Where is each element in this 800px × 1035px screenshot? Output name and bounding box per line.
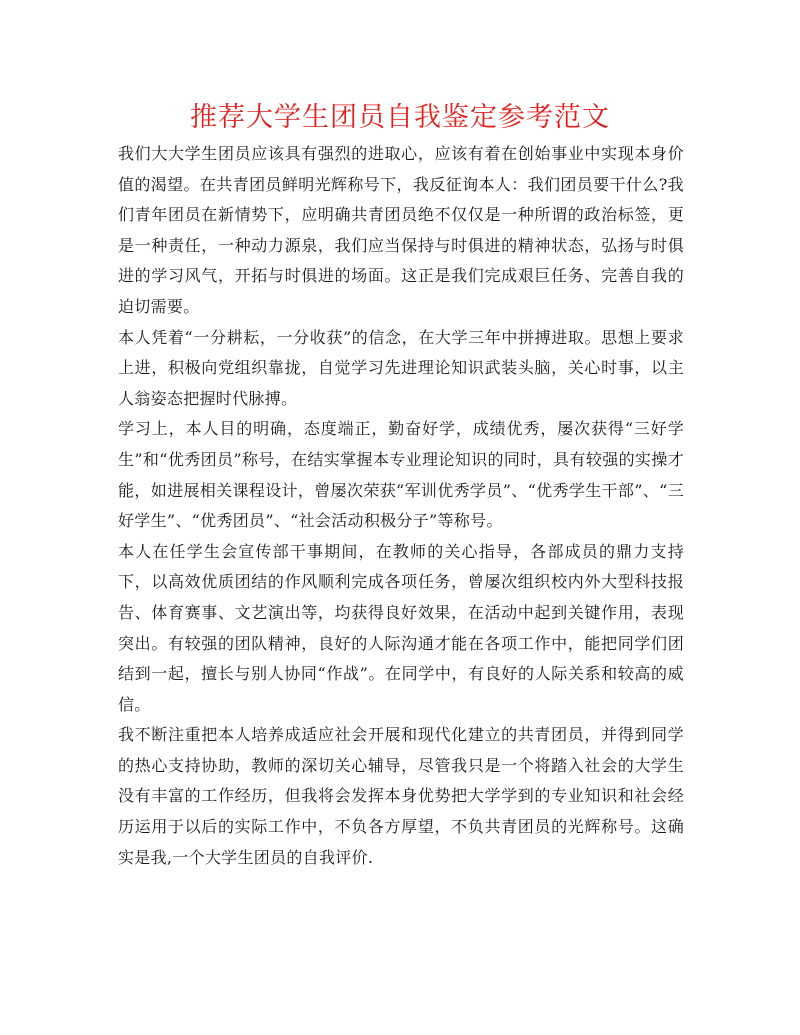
document-title: 推荐大学生团员自我鉴定参考范文	[190, 102, 610, 133]
paragraph-4: 本人在任学生会宣传部干事期间，在教师的关心指导，各部成员的鼎力支持下，以高效优质团结的作风顺利完成各项任务，曾屡次组织校内外大型科技报告、体育赛事、文艺演出等，均获得良好效果，在活动中起到关键作用，表现突出。有较强的团队精神，良好的人际沟通才能在各项工作中，能把同学们团结到一起，擅长与别人协同“作战”。在同学中，有良好的人际关系和较高的威信。	[118, 541, 684, 714]
paragraph-2: 本人凭着“一分耕耘，一分收获”的信念，在大学三年中拼搏进取。思想上要求上进，积极向党组织靠拢，自觉学习先进理论知识武装头脑，关心时事，以主人翁姿态把握时代脉搏。	[118, 327, 684, 408]
paragraph-3: 学习上，本人目的明确，态度端正，勤奋好学，成绩优秀，屡次获得“三好学生”和“优秀团员”称号，在结实掌握本专业理论知识的同时，具有较强的实操才能，如进展相关课程设计，曾屡次荣获“军训优秀学员”、“优秀学生干部”、“三好学生”、“优秀团员”、“社会活动积极分子”等称号。	[118, 419, 684, 531]
document-body	[118, 139, 684, 873]
paragraph-5: 我不断注重把本人培养成适应社会开展和现代化建立的共青团员，并得到同学的热心支持协助，教师的深切关心辅导，尽管我只是一个将踏入社会的大学生没有丰富的工作经历，但我将会发挥本身优势把大学学到的专业知识和社会经历运用于以后的实际工作中，不负各方厚望，不负共青团员的光辉称号。这确实是我,一个大学生团员的自我评价.	[118, 725, 684, 867]
paragraph-1: 我们大大学生团员应该具有强烈的进取心，应该有着在创始事业中实现本身价值的渴望。在共青团员鲜明光辉称号下，我反征询本人：我们团员要干什么?我们青年团员在新情势下，应明确共青团员绝不仅仅是一种所谓的政治标签，更是一种责任，一种动力源泉，我们应当保持与时俱进的精神状态，弘扬与时俱进的学习风气，开拓与时俱进的场面。这正是我们完成艰巨任务、完善自我的迫切需要。	[118, 144, 684, 316]
